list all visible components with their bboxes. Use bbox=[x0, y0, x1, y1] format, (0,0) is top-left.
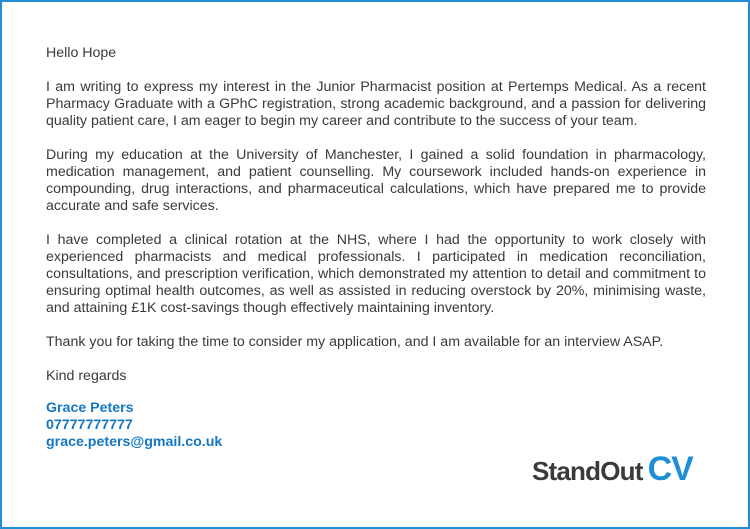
logo-accent-text: CV bbox=[647, 450, 693, 488]
standout-cv-logo bbox=[532, 450, 693, 490]
paragraph-education: During my education at the University of Manchester, I gained a solid foundation in pharmacology, medication management, and patient counselling. My coursework included hands-on experience in compounding, drug interactions, and pharmaceutical calculations, which have prepared me to provide accurate and safe services. bbox=[46, 147, 706, 214]
greeting: Hello Hope bbox=[46, 45, 117, 61]
contact-phone: 07777777777 bbox=[46, 417, 133, 433]
contact-name: Grace Peters bbox=[46, 400, 134, 416]
cover-letter bbox=[46, 45, 706, 451]
contact-email: grace.peters@gmail.co.uk bbox=[46, 434, 223, 450]
logo-main-text: StandOut bbox=[532, 456, 643, 486]
paragraph-closing: Thank you for taking the time to consider my application, and I am available for an interview ASAP. bbox=[46, 334, 664, 350]
contact-block bbox=[46, 400, 706, 451]
signoff: Kind regards bbox=[46, 368, 127, 384]
paragraph-intro: I am writing to express my interest in the Junior Pharmacist position at Pertemps Medical. As a recent Pharmacy Graduate with a GPhC registration, strong academic background, and a passion for delivering quality patient care, I am eager to begin my career and contribute to the success of your team. bbox=[46, 79, 706, 129]
paragraph-experience: I have completed a clinical rotation at the NHS, where I had the opportunity to work closely with experienced pharmacists and medical professionals. I participated in medication reconciliation, consultations, and prescription verification, which demonstrated my attention to detail and commitment to ensuring optimal health outcomes, as well as assisted in reducing overstock by 20%, minimising waste, and attaining £1K cost-savings though effectively maintaining inventory. bbox=[46, 232, 706, 316]
